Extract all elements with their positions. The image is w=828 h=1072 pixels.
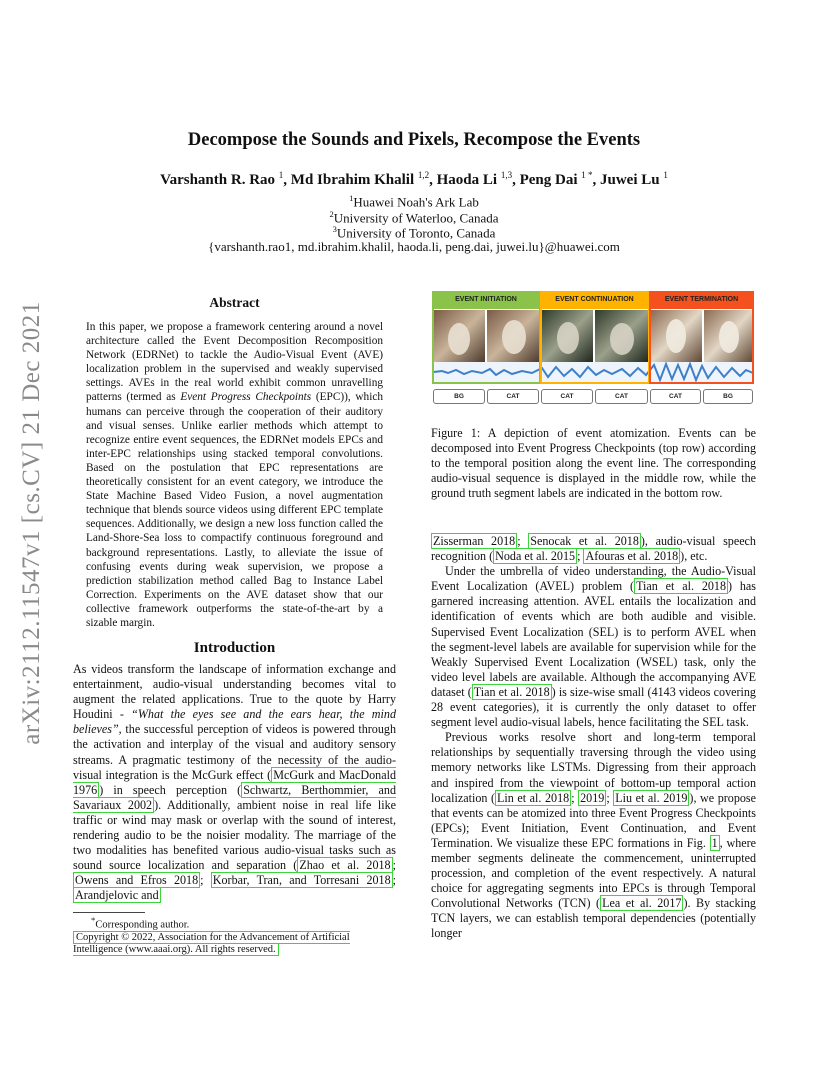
right-column-text: Zisserman 2018 ; Senocak et al. 2018 ), audio-visual speech recognition ( Noda et al. 2015 ; Afouras et al. 2018 ), etc. Under the umbrella of video understanding, the Audio-Visual Event Localization (AVEL) problem ( Tian et al. 2018 ) has garnered increasing attention. AVEL entails the localization and identification of events which are both audible and visible. Supervised Event Localization (SEL) is to perform AVEL when the segment-level labels are available for supervision while for the Weakly Supervised Event Localization (WSEL) task, only the video level labels are available. Although the accompanying AVE dataset ( Tian et al. 2018 ) is size-wise small (4143 videos covering 28 event categories), it is currently the only dataset to offer segment level audio-visual labels, hence facilitating the SEL task. Previous works resolve short and long-term temporal relationships by sequentially traversing through the video using memory networks like LSTMs. Digressing from their approach and inspired from the viewpoint of bottom-up temporal action localization ( Lin et al. 2018 ; 2019 ; Liu et al. 2019 ), we propose that events can be atomized into three Event Progress Checkpoints (EPCs); Event Initiation, Event Continuation, and Event Termination. We visualize these EPC formations in Fig. 1 , where member segments delineate the commencement, uninterrupted procession, and completion of the event respectively. A natural choice for aggregating segments into EPCs is through Temporal Convolutional Networks (TCN) ( Lea et al. 2017 ). By stacking TCN layers, we can establish temporal dependencies (potentially longer (431, 534, 757, 941)
abstract-text: In this paper, we propose a framework centering around a novel architecture called the Event Decomposition Recomposition Network (EDRNet) to tackle the Audio-Visual Event (AVE) localization problem in the supervised and weakly supervised settings. AVEs in the real world exhibit common unravelling patterns (termed as Event Progress Checkpoints (EPC)), which humans can perceive through the cooperation of their auditory and visual senses. Unlike earlier methods which attempt to recognize entire event sequences, the EDRNet models EPCs and inter-EPC relationships using stacked temporal convolutions. Based on the postulation that EPC representations are theoretically consistent for an event category, we introduce the State Machine Based Video Fusion, a novel augmentation technique that blends source videos using different EPC template sequences. Additionally, we design a new loss function called the Land-Shore-Sea loss to compactify continuous foreground and background representations. Lastly, to alleviate the issue of confusing events during weak supervision, we propose a prediction stabilization method called Bag to Instance Label Correction. Experiments on the AVE dataset show that our collective framework outperforms the state-of-the-art by a sizable margin. (86, 321, 383, 629)
epc-header-initiation: EVENT INITIATION (432, 291, 540, 308)
segment-label: CAT (487, 389, 539, 404)
citation-link[interactable]: Liu et al. 2019 (615, 790, 688, 805)
citation-link[interactable]: Afouras et al. 2018 (585, 549, 679, 564)
affiliation: $^3$University of Toronto, Canada (332, 224, 496, 241)
author-name: Md Ibrahim Khalil (290, 172, 415, 188)
segment-label: CAT (650, 389, 701, 404)
segment-label: CAT (541, 389, 593, 404)
author-emails: {varshanth.rao1, md.ibrahim.khalil, haoda.li, peng.dai, juwei.lu}@huawei.com (208, 239, 620, 254)
paper-title: Decompose the Sounds and Pixels, Recompose the Events (187, 130, 641, 150)
epc-header-termination: EVENT TERMINATION (649, 291, 754, 308)
introduction-text: As videos transform the landscape of information exchange and entertainment, audio-visual understanding becomes vital to augment the related applications. True to the quote by Harry Houdini - “What the eyes see and the ears hear, the mind believes”, the successful perception of videos is powered through the activation and interplay of the visual and auditory sensory streams. A pragmatic testimony of the necessity of the audio-visual integration is the McGurk effect ( McGurk and MacDonald 1976 ) in speech perception ( Schwartz, Berthommier, and Savariaux 2002 ). Additionally, ambient noise in real life like traffic or wind may mask or overlap with the sound of interest, rendering audio to be the noisier modality. The marriage of the two modalities has benefited various audio-visual tasks such as sound source localization and separation ( Zhao et al. 2018 ; Owens and Efros 2018 ; Korbar, Tran, and Torresani 2018 ; Arandjelovic and (73, 662, 397, 903)
figure-event-atomization (432, 291, 754, 406)
citation-link[interactable]: Tian et al. 2018 (473, 684, 550, 699)
figure-reference-link[interactable]: 1 (711, 835, 718, 850)
corresponding-author-note: Corresponding author. (95, 919, 190, 931)
citation-link[interactable]: Lin et al. 2018 (497, 790, 570, 805)
figure-caption: Figure 1: A depiction of event atomization. Events can be decomposed into Event Progress Checkpoints (top row) according to the temporal position along the event line. The corresponding audio-visual sequence is displayed in the middle row, while the ground truth segment labels are indicated in the bottom row. (431, 426, 756, 500)
footnote: *Corresponding author. Copyright © 2022, Association for the Advancement of Artificial Intelligence (www.aaai.org). All rights reserved. (73, 915, 350, 955)
author-list: Varshanth R. Rao $^1$, Md Ibrahim Khalil $^{1,2}$, Haoda Li $^{1,3}$, Peng Dai $^{1 *}$, Juwei Lu $^1$ (160, 170, 668, 188)
citation-link[interactable]: Zisserman 2018 (433, 534, 516, 548)
citation-link[interactable]: Schwartz, Berthommier, and Savariaux 2002 (73, 782, 396, 812)
copyright-link[interactable]: Copyright © 2022, Association for the Advancement of Artificial Intelligence (www.aaai.org). All rights reserved. (73, 931, 350, 955)
abstract-heading: Abstract (209, 295, 260, 310)
citation-link[interactable]: Arandjelovic and (75, 888, 159, 903)
citation-link[interactable]: McGurk and MacDonald 1976 (73, 767, 396, 797)
affiliation: $^1$Huawei Noah's Ark Lab (349, 193, 479, 210)
footnote-rule (73, 912, 145, 913)
author-name: Juwei Lu (600, 172, 660, 188)
segment-label: BG (433, 389, 485, 404)
author-name: Haoda Li (436, 172, 498, 188)
author-name: Varshanth R. Rao (160, 172, 276, 188)
introduction-heading: Introduction (193, 640, 276, 656)
citation-link[interactable]: Senocak et al. 2018 (530, 534, 639, 548)
citation-link[interactable]: Tian et al. 2018 (636, 579, 727, 594)
epc-header-continuation: EVENT CONTINUATION (540, 291, 649, 308)
segment-label: BG (703, 389, 753, 404)
segment-label: CAT (595, 389, 648, 404)
citation-link[interactable]: Owens and Efros 2018 (75, 873, 199, 888)
affiliation: $^2$University of Waterloo, Canada (329, 209, 499, 226)
citation-link[interactable]: Noda et al. 2015 (495, 549, 576, 564)
citation-link[interactable]: 2019 (580, 790, 605, 805)
author-name: Peng Dai (519, 172, 578, 188)
citation-link[interactable]: Lea et al. 2017 (602, 896, 682, 911)
citation-link[interactable]: Zhao et al. 2018 (299, 858, 391, 873)
citation-link[interactable]: Korbar, Tran, and Torresani 2018 (212, 873, 391, 888)
arxiv-stamp: arXiv:2112.11547v1 [cs.CV] 21 Dec 2021 (18, 301, 45, 745)
